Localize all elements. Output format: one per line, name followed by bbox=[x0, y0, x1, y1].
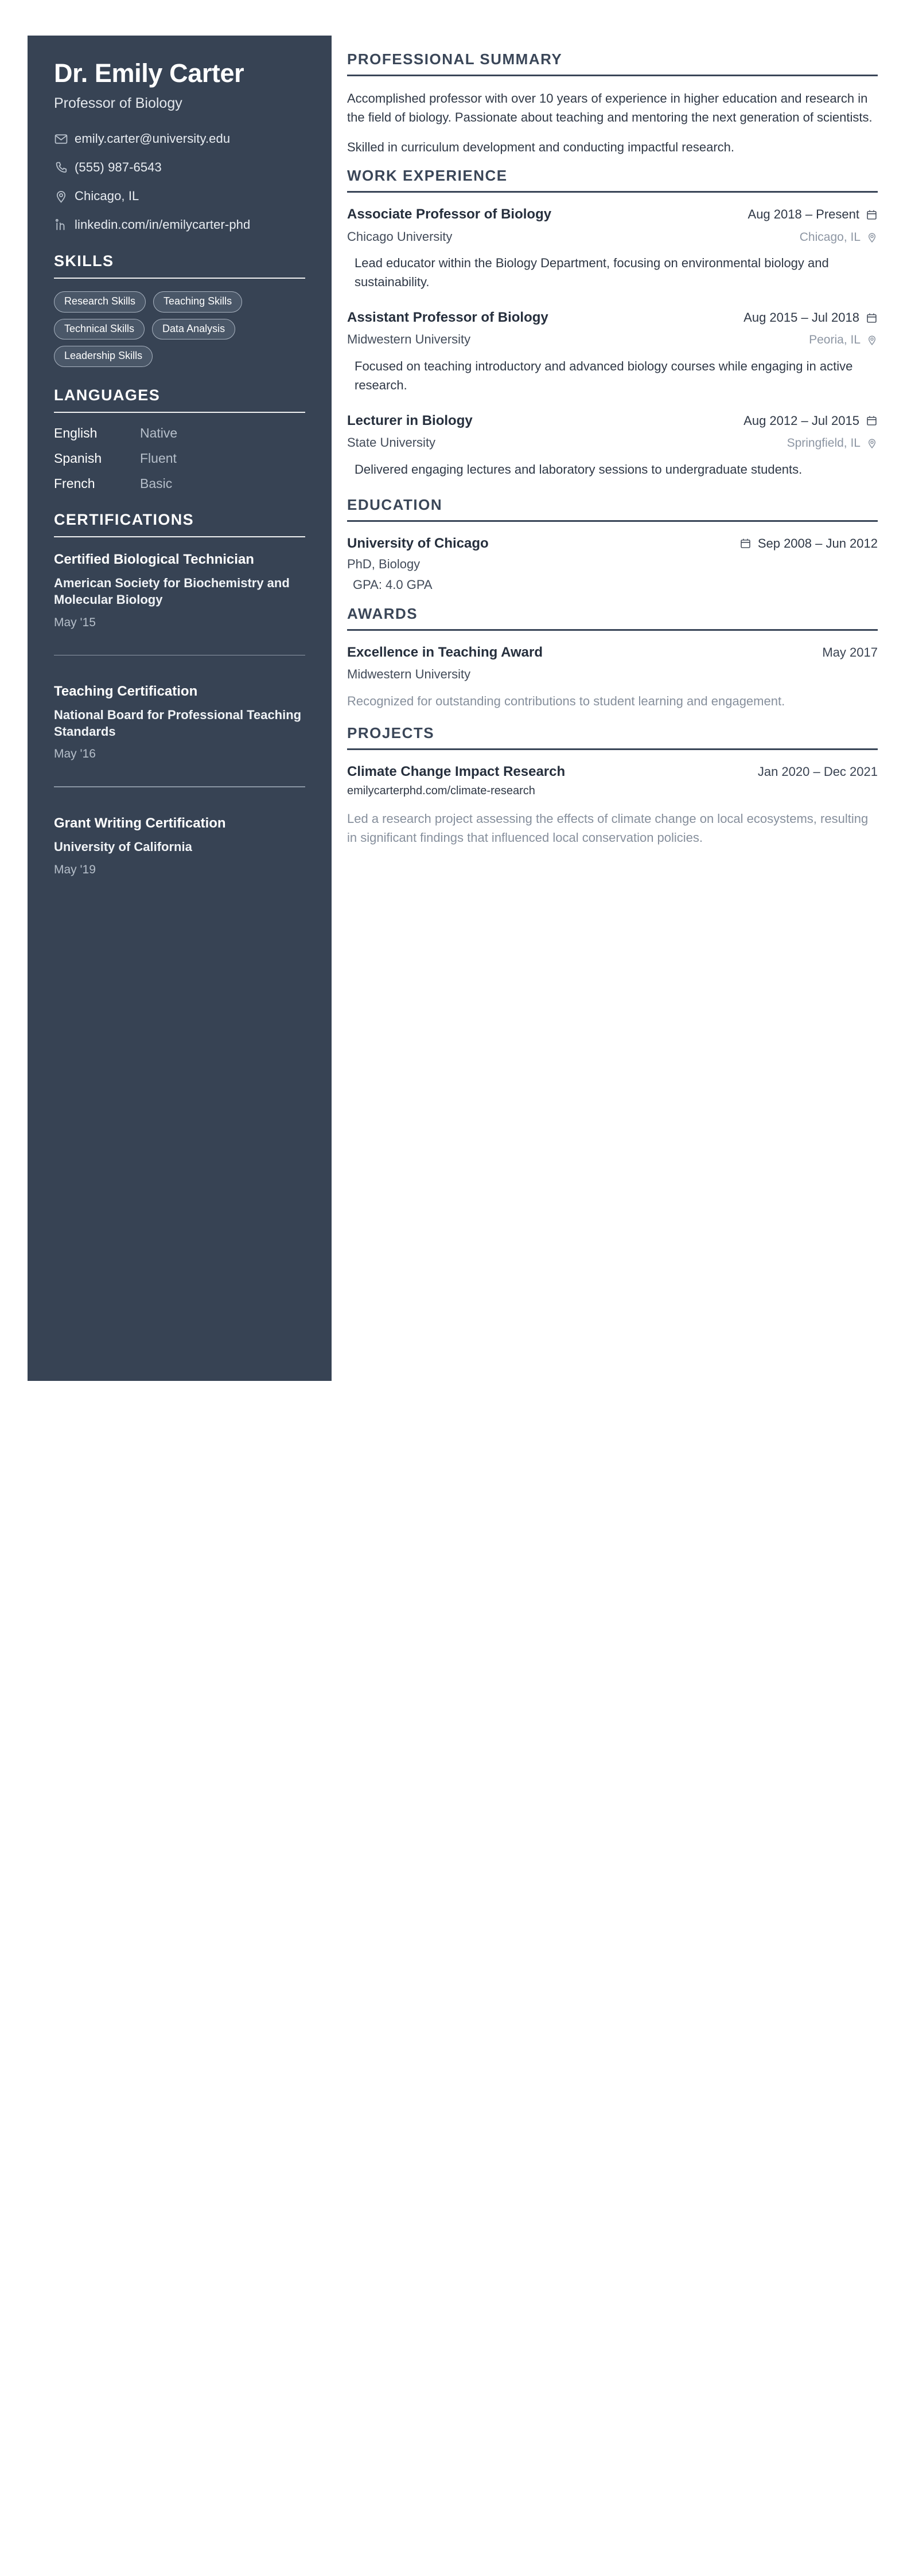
work-location-text: Springfield, IL bbox=[787, 436, 861, 450]
work-org: State University bbox=[347, 435, 436, 450]
project-link[interactable]: emilycarterphd.com/climate-research bbox=[347, 784, 535, 797]
work-rule bbox=[347, 191, 878, 193]
skill-pill: Research Skills bbox=[54, 291, 146, 313]
work-description: Lead educator within the Biology Department, focusing on environmental biology and sustainability. bbox=[355, 256, 829, 290]
contact-phone-text: (555) 987-6543 bbox=[75, 159, 162, 174]
work-date bbox=[743, 412, 878, 428]
language-level: Fluent bbox=[140, 451, 177, 466]
certification-divider bbox=[54, 786, 305, 787]
section-awards bbox=[347, 605, 878, 711]
certification-item bbox=[54, 814, 305, 877]
work-location-text: Peoria, IL bbox=[809, 333, 861, 347]
candidate-name: Dr. Emily Carter bbox=[54, 58, 244, 88]
certifications-heading: CERTIFICATIONS bbox=[54, 511, 194, 529]
location-pin-icon bbox=[866, 232, 878, 243]
work-entry bbox=[347, 309, 878, 395]
education-heading: EDUCATION bbox=[347, 495, 443, 513]
languages-list bbox=[54, 426, 305, 491]
skill-pill: Data Analysis bbox=[152, 319, 235, 340]
certification-date: May '19 bbox=[54, 862, 96, 876]
certification-org: National Board for Professional Teaching Standards bbox=[54, 708, 302, 739]
location-pin-icon bbox=[54, 189, 75, 204]
contact-location bbox=[54, 188, 305, 204]
language-item bbox=[54, 476, 305, 491]
work-date bbox=[748, 205, 878, 222]
work-location bbox=[800, 231, 878, 244]
work-title: Assistant Professor of Biology bbox=[347, 310, 548, 326]
awards-heading: AWARDS bbox=[347, 604, 418, 622]
contact-location-text: Chicago, IL bbox=[75, 188, 139, 203]
phone-icon bbox=[54, 161, 75, 175]
skills-heading: SKILLS bbox=[54, 252, 114, 270]
calendar-icon bbox=[866, 209, 878, 221]
section-projects bbox=[347, 724, 878, 847]
contact-list bbox=[54, 130, 305, 233]
skill-pill: Leadership Skills bbox=[54, 346, 153, 367]
award-entry bbox=[347, 643, 878, 711]
education-school: University of Chicago bbox=[347, 535, 489, 551]
award-description: Recognized for outstanding contributions to student learning and engagement. bbox=[347, 693, 785, 708]
project-title: Climate Change Impact Research bbox=[347, 763, 566, 779]
work-description: Focused on teaching introductory and advanced biology courses while engaging in active research. bbox=[355, 358, 853, 392]
language-name: English bbox=[54, 426, 98, 441]
work-location bbox=[809, 333, 878, 347]
languages-heading: LANGUAGES bbox=[54, 387, 161, 404]
certification-org: University of California bbox=[54, 840, 192, 854]
project-date-text: Jan 2020 – Dec 2021 bbox=[757, 764, 878, 779]
skills-pill-list bbox=[54, 291, 305, 367]
summary-paragraph: Accomplished professor with over 10 years of experience in higher education and research in the field of biology. Passionate about teaching and mentoring the next generation of scientists. bbox=[347, 91, 873, 125]
work-location bbox=[787, 436, 878, 450]
summary-paragraph: Skilled in curriculum development and conducting impactful research. bbox=[347, 139, 735, 154]
work-title: Associate Professor of Biology bbox=[347, 206, 552, 223]
certifications-rule bbox=[54, 536, 305, 537]
certification-item bbox=[54, 682, 305, 761]
contact-linkedin-text: linkedin.com/in/emilycarter-phd bbox=[75, 217, 251, 232]
work-date-text: Aug 2018 – Present bbox=[748, 207, 859, 222]
summary-heading: PROFESSIONAL SUMMARY bbox=[347, 50, 563, 68]
work-date-text: Aug 2012 – Jul 2015 bbox=[743, 413, 859, 428]
location-pin-icon bbox=[866, 334, 878, 346]
education-degree: PhD, Biology bbox=[347, 556, 421, 571]
project-date bbox=[758, 763, 878, 779]
certification-title: Certified Biological Technician bbox=[54, 552, 254, 568]
location-pin-icon bbox=[866, 438, 878, 449]
envelope-icon bbox=[54, 132, 75, 147]
project-entry bbox=[347, 763, 878, 847]
contact-email-text: emily.carter@university.edu bbox=[75, 131, 231, 146]
certification-org: American Society for Biochemistry and Molecular Biology bbox=[54, 576, 290, 607]
candidate-role: Professor of Biology bbox=[54, 95, 182, 111]
section-work-experience bbox=[347, 167, 878, 478]
project-description: Led a research project assessing the effects of climate change on local ecosystems, resulting in significant findings that influenced local conservation policies. bbox=[347, 811, 869, 845]
work-date-text: Aug 2015 – Jul 2018 bbox=[743, 310, 859, 325]
skill-pill: Technical Skills bbox=[54, 319, 145, 340]
calendar-icon bbox=[866, 415, 878, 427]
work-date bbox=[743, 309, 878, 325]
work-entry bbox=[347, 412, 878, 479]
language-name: French bbox=[54, 476, 95, 491]
contact-phone[interactable] bbox=[54, 159, 305, 175]
education-date-text: Sep 2008 – Jun 2012 bbox=[757, 536, 878, 551]
sidebar bbox=[28, 36, 332, 1381]
award-org: Midwestern University bbox=[347, 667, 471, 682]
work-description: Delivered engaging lectures and laboratory sessions to undergraduate students. bbox=[355, 462, 803, 477]
work-org: Chicago University bbox=[347, 229, 453, 244]
calendar-icon bbox=[739, 537, 752, 549]
language-name: Spanish bbox=[54, 451, 102, 466]
languages-rule bbox=[54, 412, 305, 413]
education-gpa: GPA: 4.0 GPA bbox=[353, 577, 433, 592]
contact-linkedin[interactable] bbox=[54, 216, 305, 233]
calendar-icon bbox=[866, 312, 878, 324]
education-rule bbox=[347, 520, 878, 522]
contact-email[interactable] bbox=[54, 130, 305, 147]
certification-title: Grant Writing Certification bbox=[54, 815, 226, 831]
work-entry bbox=[347, 205, 878, 291]
education-entry bbox=[347, 534, 878, 592]
language-level: Basic bbox=[140, 476, 173, 491]
work-heading: WORK EXPERIENCE bbox=[347, 167, 508, 185]
award-title: Excellence in Teaching Award bbox=[347, 644, 543, 660]
projects-heading: PROJECTS bbox=[347, 724, 435, 741]
work-location-text: Chicago, IL bbox=[799, 230, 861, 244]
certification-date: May '16 bbox=[54, 747, 96, 761]
section-education bbox=[347, 496, 878, 592]
certification-divider bbox=[54, 655, 305, 656]
summary-rule bbox=[347, 75, 878, 76]
language-level: Native bbox=[140, 426, 178, 441]
certification-title: Teaching Certification bbox=[54, 684, 198, 700]
section-professional-summary bbox=[347, 50, 878, 157]
award-date-text: May 2017 bbox=[822, 645, 878, 659]
awards-rule bbox=[347, 629, 878, 631]
skills-rule bbox=[54, 278, 305, 279]
certification-item bbox=[54, 550, 305, 629]
main-content bbox=[347, 50, 878, 864]
skill-pill: Teaching Skills bbox=[153, 291, 242, 313]
work-org: Midwestern University bbox=[347, 332, 471, 347]
language-item bbox=[54, 426, 305, 441]
award-date bbox=[822, 643, 878, 660]
work-title: Lecturer in Biology bbox=[347, 412, 473, 428]
certification-date: May '15 bbox=[54, 615, 96, 629]
projects-rule bbox=[347, 748, 878, 750]
education-date bbox=[739, 534, 878, 551]
linkedin-icon bbox=[54, 218, 75, 233]
language-item bbox=[54, 451, 305, 466]
